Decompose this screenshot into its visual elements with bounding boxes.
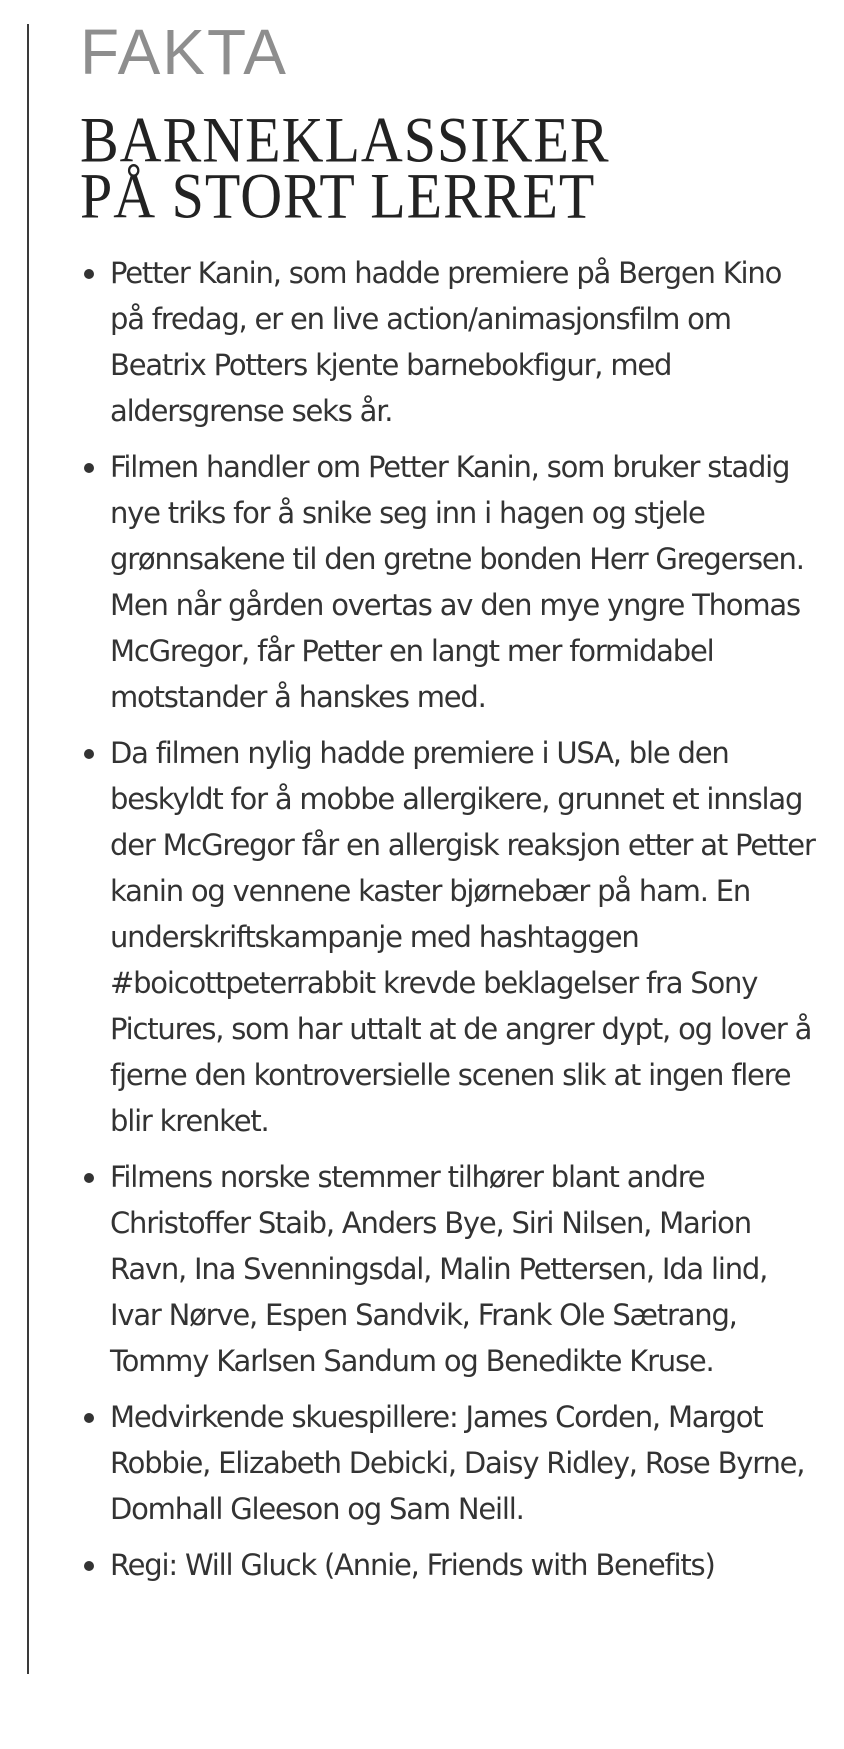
fact-item [80,1154,820,1384]
bullet-icon [84,1413,94,1423]
fact-box-headline [80,103,610,232]
headline-line-2: PÅ STORT LERRET [80,159,596,232]
fact-item [80,250,820,434]
fact-item [80,444,820,720]
fact-item [80,1542,820,1588]
bullet-icon [84,1561,94,1571]
bullet-icon [84,269,94,279]
fact-item [80,730,820,1144]
headline-line-1: BARNEKLASSIKER [80,103,610,176]
fact-text: Filmens norske stemmer tilhører blant andre Christoffer Staib, Anders Bye, Siri Nilsen, Marion Ravn, Ina Svenningsdal, Malin Pettersen, Ida lind, Ivar Nørve, Espen Sandvik, Frank Ole Sætrang, Tommy Karlsen Sandum og Benedikte Kruse. [110,1160,768,1378]
fact-box-kicker: FAKTA [80,16,288,88]
sidebar-rule [27,24,29,1674]
bullet-icon [84,463,94,473]
fact-text: Petter Kanin, som hadde premiere på Bergen Kino på fredag, er en live action/animasjonsfilm om Beatrix Potters kjente barnebokfigur, med aldersgrense seks år. [110,256,782,428]
fact-text: Filmen handler om Petter Kanin, som bruker stadig nye triks for å snike seg inn i hagen og stjele grønnsakene til den gretne bonden Herr Gregersen. Men når gården overtas av den mye yngre Thomas McGregor, får Petter en langt mer formidabel motstander å hanskes med. [110,450,804,714]
fact-text: Regi: Will Gluck (Annie, Friends with Benefits) [110,1548,715,1582]
fact-text: Da filmen nylig hadde premiere i USA, ble den beskyldt for å mobbe allergikere, grunnet et innslag der McGregor får en allergisk reaksjon etter at Petter kanin og vennene kaster bjørnebær på ham. En underskriftskampanje med hashtaggen #boicottpeterrabbit krevde beklagelser fra Sony Pictures, som har uttalt at de angrer dypt, og lover å fjerne den kontroversielle scenen slik at ingen flere blir krenket. [110,736,815,1138]
fact-text: Medvirkende skuespillere: James Corden, Margot Robbie, Elizabeth Debicki, Daisy Ridley, Rose Byrne, Domhall Gleeson og Sam Neill. [110,1400,805,1526]
fact-list [80,250,820,1598]
bullet-icon [84,749,94,759]
bullet-icon [84,1173,94,1183]
fact-item [80,1394,820,1532]
